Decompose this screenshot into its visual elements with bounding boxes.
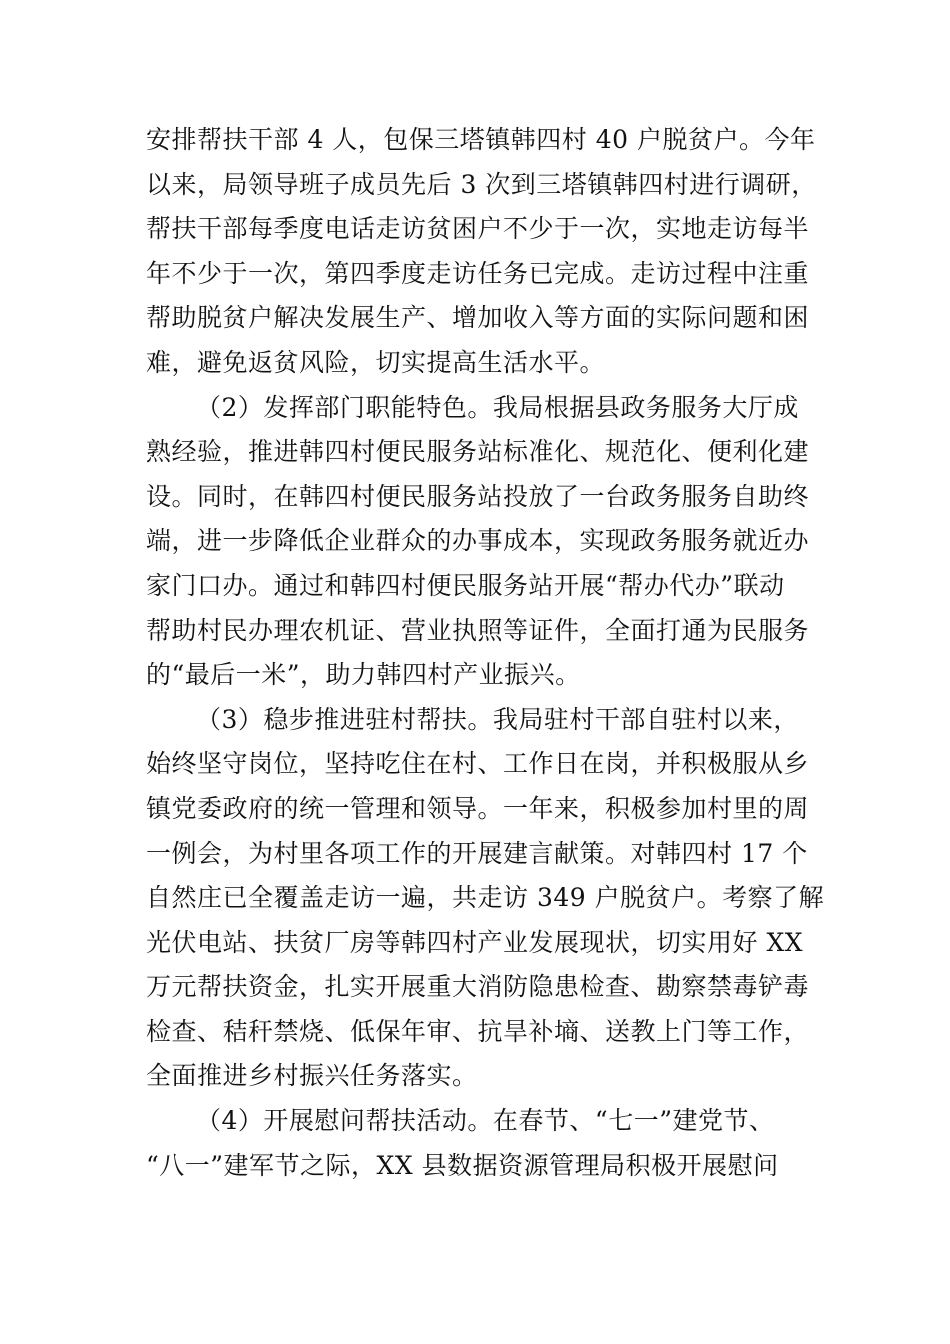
paragraph-line: 年不少于一次，第四季度走访任务已完成。走访过程中注重 xyxy=(146,258,810,288)
paragraph-first-line: （4）开展慰问帮扶活动。在春节、“七一”建党节、 xyxy=(196,1106,775,1136)
paragraph-line: 安排帮扶干部 4 人，包保三塔镇韩四村 40 户脱贫户。今年 xyxy=(146,125,816,154)
paragraph-line: 设。同时，在韩四村便民服务站投放了一台政务服务自助终 xyxy=(146,481,810,511)
paragraph-line: 帮助村民办理农机证、营业执照等证件，全面打通为民服务 xyxy=(146,615,810,645)
paragraph-line: 难，避免返贫风险，切实提高生活水平。 xyxy=(146,347,606,377)
paragraph-first-line: （3）稳步推进驻村帮扶。我局驻村干部自驻村以来， xyxy=(196,704,799,734)
paragraph-line: 万元帮扶资金，扎实开展重大消防隐患检查、勘察禁毒铲毒 xyxy=(146,972,810,1002)
paragraph-line: 全面推进乡村振兴任务落实。 xyxy=(146,1061,478,1091)
paragraph-line: 自然庄已全覆盖走访一遍，共走访 349 户脱贫户。考察了解 xyxy=(146,883,825,913)
paragraph-line: 一例会，为村里各项工作的开展建言献策。对韩四村 17 个 xyxy=(146,838,808,868)
paragraph-line: 以来，局领导班子成员先后 3 次到三塔镇韩四村进行调研， xyxy=(146,169,817,199)
paragraph-line: 镇党委政府的统一管理和领导。一年来，积极参加村里的周 xyxy=(146,793,810,823)
paragraph-line: 帮扶干部每季度电话走访贫困户不少于一次，实地走访每半 xyxy=(146,214,810,244)
paragraph-line: 家门口办。通过和韩四村便民服务站开展“帮办代办”联动 xyxy=(146,570,785,600)
paragraph-line: 端，进一步降低企业群众的办事成本，实现政务服务就近办 xyxy=(146,526,810,556)
paragraph-line: 熟经验，推进韩四村便民服务站标准化、规范化、便利化建 xyxy=(146,437,810,467)
paragraph-line: “八一”建军节之际，XX 县数据资源管理局积极开展慰问 xyxy=(146,1150,779,1180)
document-body xyxy=(146,118,825,1188)
paragraph-line: 始终坚守岗位，坚持吃住在村、工作日在岗，并积极服从乡 xyxy=(146,749,810,779)
paragraph-line: 检查、秸秆禁烧、低保年审、抗旱补墒、送教上门等工作， xyxy=(146,1016,810,1046)
paragraph-line: 光伏电站、扶贫厂房等韩四村产业发展现状，切实用好 XX xyxy=(146,927,804,957)
paragraph-first-line: （2）发挥部门职能特色。我局根据县政务服务大厅成 xyxy=(196,392,799,422)
paragraph-line: 的“最后一米”，助力韩四村产业振兴。 xyxy=(146,660,581,690)
paragraph-line: 帮助脱贫户解决发展生产、增加收入等方面的实际问题和困 xyxy=(146,303,810,333)
